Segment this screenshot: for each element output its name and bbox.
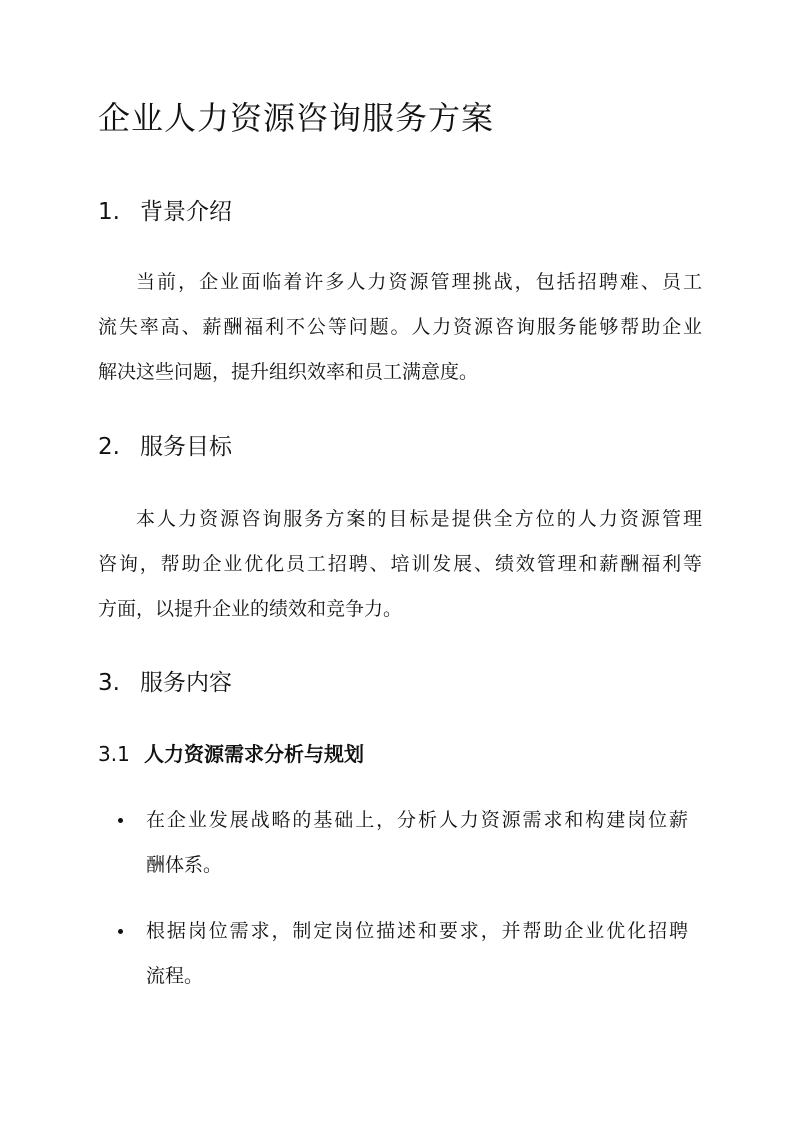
section-heading-content — [98, 666, 232, 700]
paragraph-line: 方面，以提升企业的绩效和竞争力。 — [98, 598, 403, 620]
section-number: 3. — [98, 670, 120, 696]
bullet-dot-icon — [118, 929, 123, 934]
section-title: 服务内容 — [140, 670, 232, 696]
document-title: 企业人力资源咨询服务方案 — [98, 99, 495, 137]
subsection-title: 人力资源需求分析与规划 — [144, 742, 364, 766]
paragraph-line: 咨询，帮助企业优化员工招聘、培训发展、绩效管理和薪酬福利等 — [98, 553, 702, 575]
section-heading-background — [98, 195, 232, 229]
section-number: 2. — [98, 434, 120, 460]
bullet-item — [118, 909, 688, 999]
section-heading-goals — [98, 430, 232, 464]
bullet-line: 在企业发展战略的基础上，分析人力资源需求和构建岗位薪 — [146, 809, 688, 831]
section-title: 背景介绍 — [140, 199, 232, 225]
bullet-line: 根据岗位需求，制定岗位描述和要求，并帮助企业优化招聘 — [146, 920, 688, 942]
bullet-item — [118, 798, 688, 888]
bullet-line: 流程。 — [146, 965, 204, 987]
paragraph-line: 解决这些问题，提升组织效率和员工满意度。 — [98, 361, 479, 383]
subsection-number: 3.1 — [98, 742, 130, 766]
paragraph-line: 本人力资源咨询服务方案的目标是提供全方位的人力资源管理 — [136, 508, 702, 530]
bullet-line: 酬体系。 — [146, 854, 223, 876]
paragraph-goals — [98, 497, 702, 632]
paragraph-line: 流失率高、薪酬福利不公等问题。人力资源咨询服务能够帮助企业 — [98, 316, 702, 338]
paragraph-line: 当前，企业面临着许多人力资源管理挑战，包括招聘难、员工 — [136, 271, 702, 293]
section-number: 1. — [98, 199, 120, 225]
section-title: 服务目标 — [140, 434, 232, 460]
paragraph-background — [98, 260, 702, 395]
subsection-heading — [98, 739, 364, 769]
bullet-dot-icon — [118, 818, 123, 823]
